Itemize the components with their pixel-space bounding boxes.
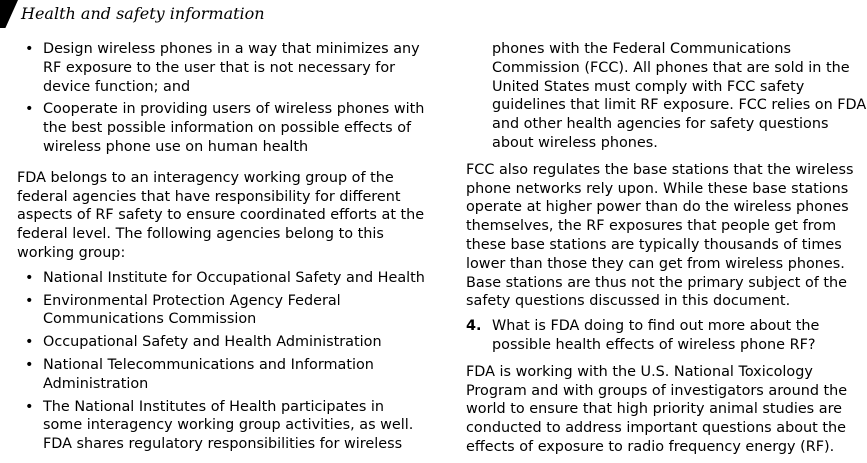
- bullet-icon: •: [25, 356, 34, 373]
- list-item: [17, 269, 427, 288]
- agencies-list: [17, 269, 427, 454]
- question-text: What is FDA doing to find out more about the possible health effects of wireless phone RF?: [492, 318, 820, 353]
- bullet-icon: •: [25, 101, 34, 118]
- list-item-text: The National Institutes of Health participates in some interagency working group activities, as well. FDA shares regulatory responsibilities for wireless: [43, 398, 414, 453]
- continued-bullet-text: phones with the Federal Communications Commission (FCC). All phones that are sold in the United States must comply with FCC safety guidelines that limit RF exposure. FCC relies on FDA and other health agencies for safety questions about wireless phones.: [492, 41, 867, 151]
- list-item-text: Environmental Protection Agency Federal Communications Commission: [43, 292, 341, 328]
- list-item: [17, 333, 427, 352]
- list-item-text: National Telecommunications and Information Administration: [43, 356, 374, 392]
- section-header: [0, 0, 265, 28]
- list-item-text: Occupational Safety and Health Administration: [43, 334, 382, 351]
- list-item-text: Cooperate in providing users of wireless phones with the best possible information on possible effects of wireless phone use on human health: [43, 101, 425, 155]
- left-column: [17, 40, 427, 458]
- list-item: [17, 100, 427, 156]
- bullet-icon: •: [25, 292, 34, 309]
- fcc-paragraph: FCC also regulates the base stations that the wireless phone networks rely upon. While these base stations operate at higher power than do the wireless phones themselves, the RF exposures that people get from these base stations are typically thousands of times lower than those they can get from wireless phones. Base stations are thus not the primary subject of the safety questions discussed in this document.: [466, 161, 854, 310]
- answer-paragraph: FDA is working with the U.S. National Toxicology Program and with groups of investigators around the world to ensure that high priority animal studies are conducted to address important questions about the effects of exposure to radio frequency energy (RF).: [466, 363, 848, 455]
- list-item: [17, 292, 427, 330]
- interagency-paragraph: FDA belongs to an interagency working group of the federal agencies that have responsibility for different aspects of RF safety to ensure coordinated efforts at the federal level. The following agencies belong to this working group:: [17, 169, 425, 261]
- right-column: [466, 40, 867, 461]
- question-heading: [466, 317, 867, 355]
- list-item-text: National Institute for Occupational Safety and Health: [43, 269, 425, 286]
- list-item: [17, 356, 427, 394]
- bullet-icon: •: [25, 398, 34, 415]
- list-item: [17, 398, 427, 454]
- header-tab-marker: [0, 0, 18, 28]
- objectives-list: [17, 40, 427, 157]
- header-title: Health and safety information: [21, 4, 265, 23]
- bullet-icon: •: [25, 269, 34, 286]
- bullet-icon: •: [25, 41, 34, 57]
- list-item: [17, 40, 427, 96]
- list-item-text: Design wireless phones in a way that minimizes any RF exposure to the user that is not necessary for device function; and: [43, 41, 420, 95]
- question-number: 4.: [466, 318, 482, 335]
- bullet-icon: •: [25, 334, 34, 351]
